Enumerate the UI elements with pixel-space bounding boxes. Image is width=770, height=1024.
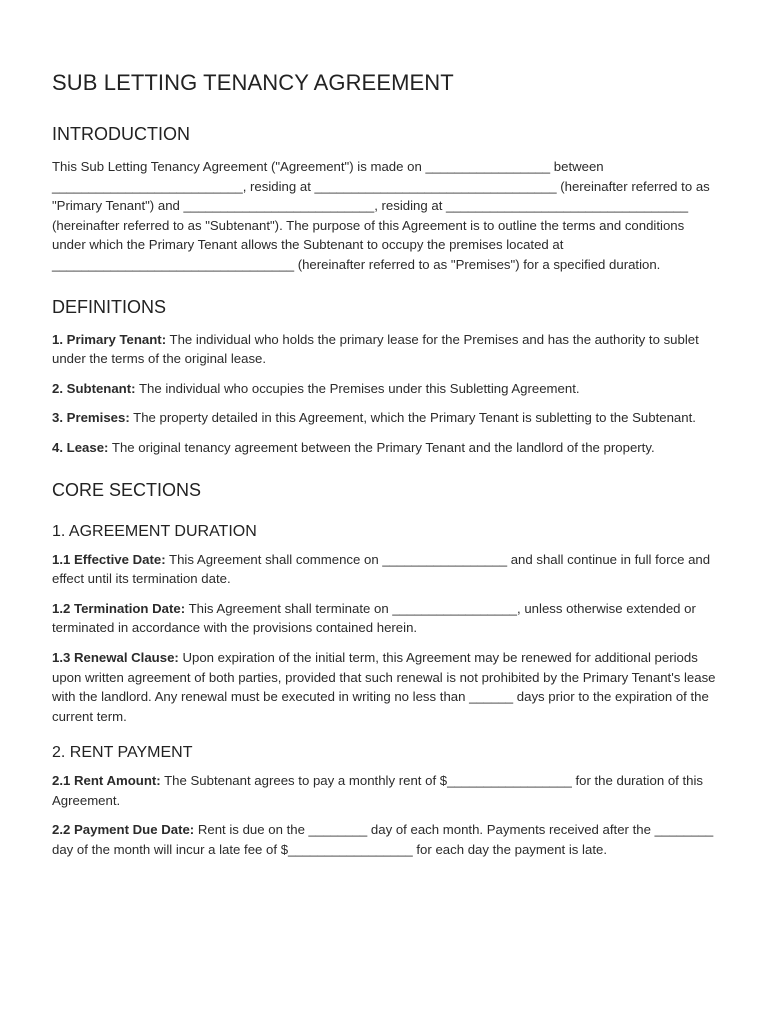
definition-text: The individual who occupies the Premises under this Subletting Agreement. xyxy=(138,380,580,396)
definition-item xyxy=(52,408,718,428)
definition-item xyxy=(52,379,718,399)
clause-term: 2.1 Rent Amount: xyxy=(52,773,161,789)
clause-item xyxy=(52,820,718,859)
definition-term: 2. Subtenant: xyxy=(52,380,136,396)
definition-text: The individual who holds the primary lease for the Premises and has the authority to sublet under the terms of the original lease. xyxy=(52,331,699,367)
clause-text: This Agreement shall terminate on _________________, unless otherwise extended or terminated in accordance with the provisions contained herein. xyxy=(52,600,696,636)
introduction-section xyxy=(52,124,718,275)
clause-text: This Agreement shall commence on _________________ and shall continue in full force and effect until its termination date. xyxy=(52,551,711,587)
definition-text: The original tenancy agreement between the Primary Tenant and the landlord of the property. xyxy=(111,439,655,455)
rent-payment-heading: 2. RENT PAYMENT xyxy=(52,744,193,762)
definition-term: 3. Premises: xyxy=(52,410,130,426)
clause-text: Upon expiration of the initial term, this Agreement may be renewed for additional periods upon written agreement of both parties, provided that such renewal is not prohibited by the Primary Tenant's lease with the landlord. Any renewal must be executed in writing no less than ______ days prior to the expiration of the current term. xyxy=(52,649,716,724)
document-title: SUB LETTING TENANCY AGREEMENT xyxy=(52,70,454,95)
clause-term: 1.3 Renewal Clause: xyxy=(52,649,179,665)
clause-text: The Subtenant agrees to pay a monthly rent of $_________________ for the duration of this Agreement. xyxy=(52,773,704,808)
clause-text: Rent is due on the ________ day of each month. Payments received after the ________ day of the month will incur a late fee of $_________________ for each day the payment is late. xyxy=(52,822,714,858)
introduction-text: This Sub Letting Tenancy Agreement ("Agreement") is made on _________________ between __________________________, residing at _________________________________ (hereinafter referred to as "Primary Tenant") and __________________________, residing at _________________________________ (hereinafter referred to as "Subtenant"). The purpose of this Agreement is to outline the terms and conditions under which the Primary Tenant allows the Subtenant to occupy the premises located at _________________________________ (hereinafter referred to as "Premises") for a specified duration. xyxy=(52,159,710,272)
definition-item xyxy=(52,330,718,369)
definition-text: The property detailed in this Agreement, which the Primary Tenant is subletting to the Subtenant. xyxy=(133,410,696,426)
clause-item xyxy=(52,599,718,638)
core-sections-heading: CORE SECTIONS xyxy=(52,479,202,500)
clause-item xyxy=(52,771,718,810)
definitions-section xyxy=(52,297,718,458)
rent-payment-section xyxy=(52,744,718,859)
clause-term: 1.1 Effective Date: xyxy=(52,551,166,567)
definition-term: 1. Primary Tenant: xyxy=(52,331,167,347)
definition-item xyxy=(52,438,718,458)
clause-item xyxy=(52,550,718,589)
definition-term: 4. Lease: xyxy=(52,439,109,455)
clause-term: 1.2 Termination Date: xyxy=(52,600,186,616)
definitions-heading: DEFINITIONS xyxy=(52,296,167,317)
clause-item xyxy=(52,648,718,726)
agreement-duration-section xyxy=(52,523,718,727)
introduction-heading: INTRODUCTION xyxy=(52,124,190,144)
agreement-duration-heading: 1. AGREEMENT DURATION xyxy=(52,522,257,540)
clause-term: 2.2 Payment Due Date: xyxy=(52,822,195,838)
